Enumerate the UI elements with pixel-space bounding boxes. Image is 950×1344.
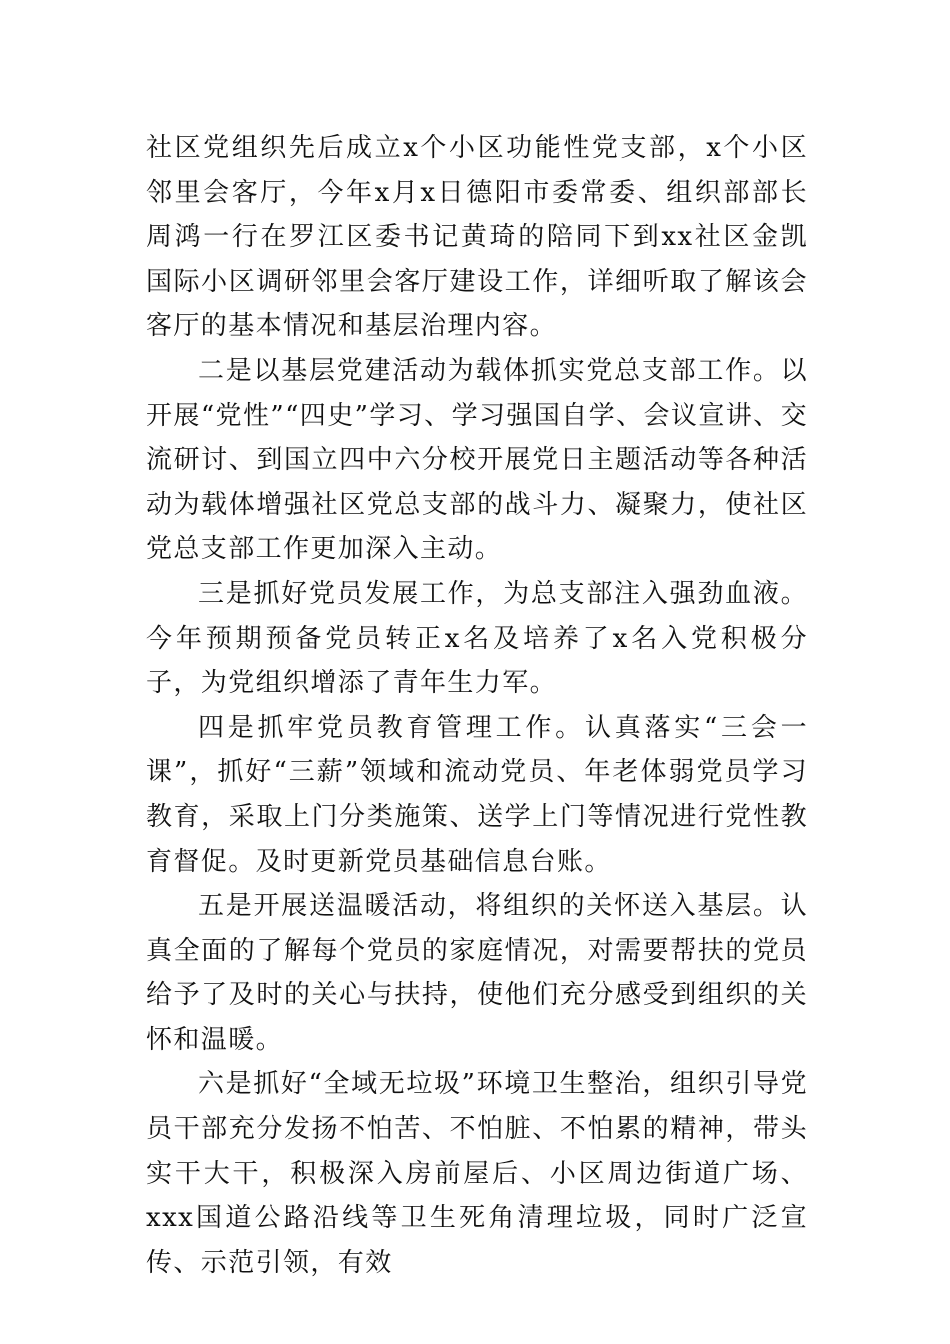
- paragraph-point-two: 二是以基层党建活动为载体抓实党总支部工作。以开展“党性”“四史”学习、学习强国自学、会议宣讲、交流研讨、到国立四中六分校开展党日主题活动等各种活动为载体增强社区党总支部的战斗力、凝聚力，使社区党总支部工作更加深入主动。: [146, 355, 808, 565]
- paragraph-point-four: 四是抓牢党员教育管理工作。认真落实“三会一课”，抓好“三薪”领域和流动党员、年老体弱党员学习教育，采取上门分类施策、送学上门等情况进行党性教育督促。及时更新党员基础信息台账。: [146, 712, 808, 877]
- document-body: [146, 126, 808, 1285]
- paragraph-continuation: 社区党组织先后成立x个小区功能性党支部，x个小区邻里会客厅，今年x月x日德阳市委常委、组织部部长周鸿一行在罗江区委书记黄琦的陪同下到xx社区金凯国际小区调研邻里会客厅建设工作，详细听取了解该会客厅的基本情况和基层治理内容。: [146, 133, 808, 342]
- paragraph-point-five: 五是开展送温暖活动，将组织的关怀送入基层。认真全面的了解每个党员的家庭情况，对需要帮扶的党员给予了及时的关心与扶持，使他们充分感受到组织的关怀和温暖。: [146, 891, 808, 1055]
- paragraph-point-six: 六是抓好“全域无垃圾”环境卫生整治，组织引导党员干部充分发扬不怕苦、不怕脏、不怕累的精神，带头实干大干，积极深入房前屋后、小区周边街道广场、xxx国道公路沿线等卫生死角清理垃圾，同时广泛宣传、示范引领，有效: [146, 1069, 808, 1278]
- paragraph-point-three: 三是抓好党员发展工作，为总支部注入强劲血液。今年预期预备党员转正x名及培养了x名入党积极分子，为党组织增添了青年生力军。: [146, 578, 808, 699]
